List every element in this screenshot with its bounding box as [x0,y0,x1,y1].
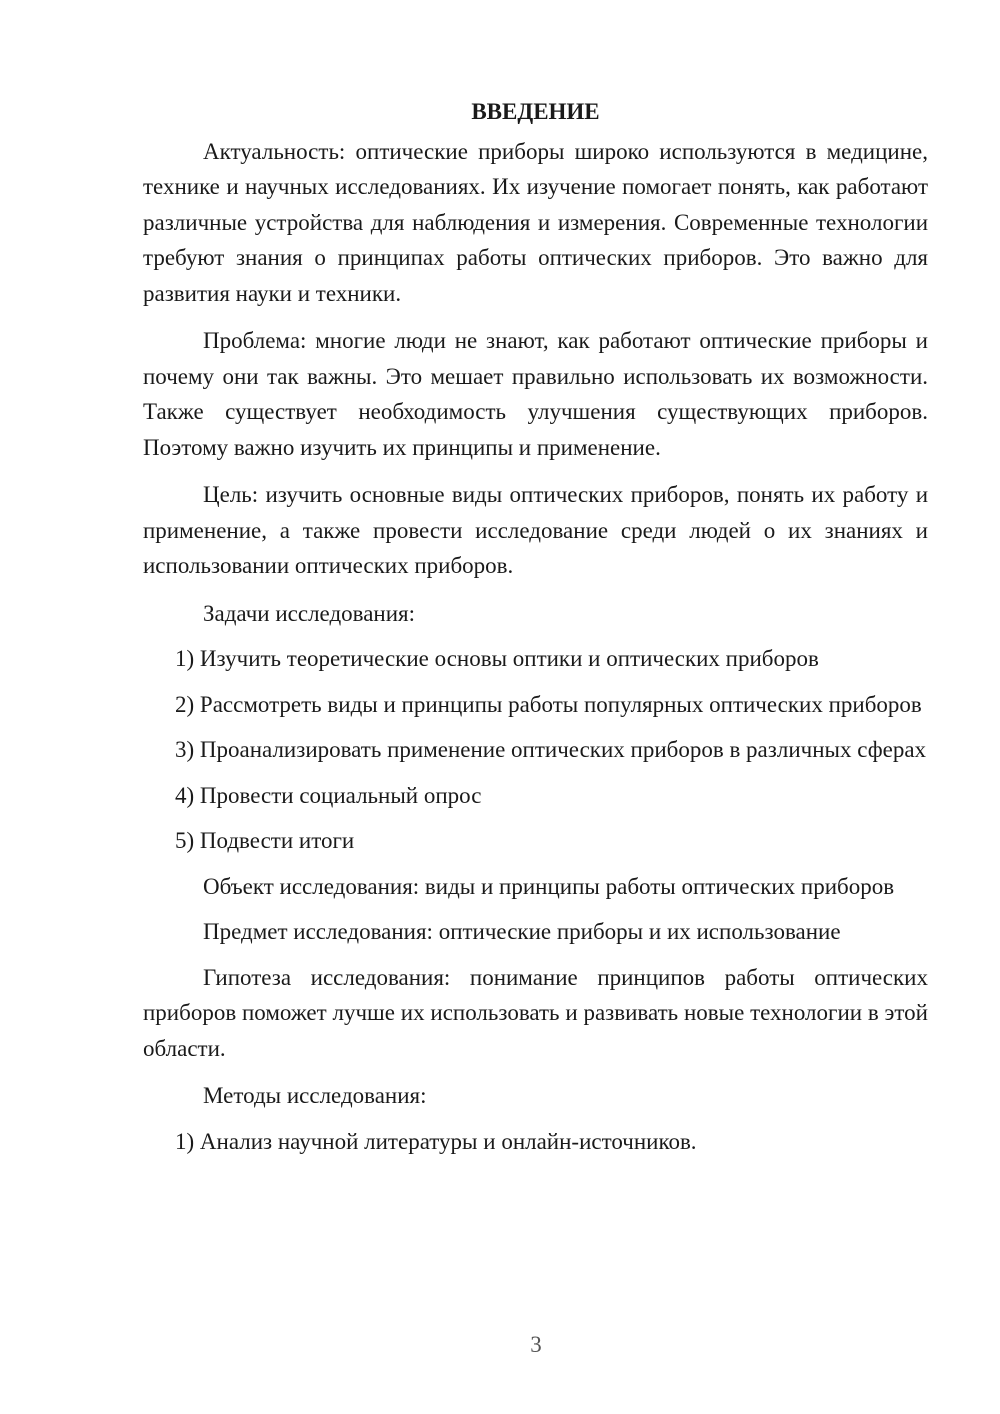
task-item: 4) Провести социальный опрос [175,782,482,808]
task-item: 5) Подвести итоги [175,828,355,853]
subject-paragraph: Предмет исследования: оптические приборы и их использование [203,919,841,944]
method-item: 1) Анализ научной литературы и онлайн-источников. [175,1128,697,1154]
document-body [143,94,928,1159]
task-item: 2) Рассмотреть виды и принципы работы популярных оптических приборов [175,691,922,717]
task-item: 3) Проанализировать применение оптических приборов в различных сферах [175,737,927,762]
goal-paragraph: Цель: изучить основные виды оптических приборов, понять их работу и применение, а также провести исследование среди людей о их знаниях и использовании оптических приборов. [143,482,928,578]
page-number: 3 [530,1332,542,1357]
methods-heading: Методы исследования: [203,1083,427,1108]
problem-paragraph: Проблема: многие люди не знают, как работают оптические приборы и почему они так важны. Это мешает правильно использовать их возможности. Также существует необходимость улучшения существующих приборов. Поэтому важно изучить их принципы и применение. [143,328,928,460]
tasks-heading: Задачи исследования: [203,600,416,626]
object-paragraph: Объект исследования: виды и принципы работы оптических приборов [203,873,895,899]
task-item: 1) Изучить теоретические основы оптики и оптических приборов [175,646,819,671]
hypothesis-paragraph: Гипотеза исследования: понимание принципов работы оптических приборов поможет лучше их использовать и развивать новые технологии в этой области. [143,964,928,1061]
page-title: ВВЕДЕНИЕ [471,99,600,124]
relevance-paragraph: Актуальность: оптические приборы широко используются в медицине, технике и научных исследованиях. Их изучение помогает понять, как работают различные устройства для наблюдения и измерения. Современные технологии требуют знания о принципах работы оптических приборов. Это важно для развития науки и техники. [143,138,928,306]
